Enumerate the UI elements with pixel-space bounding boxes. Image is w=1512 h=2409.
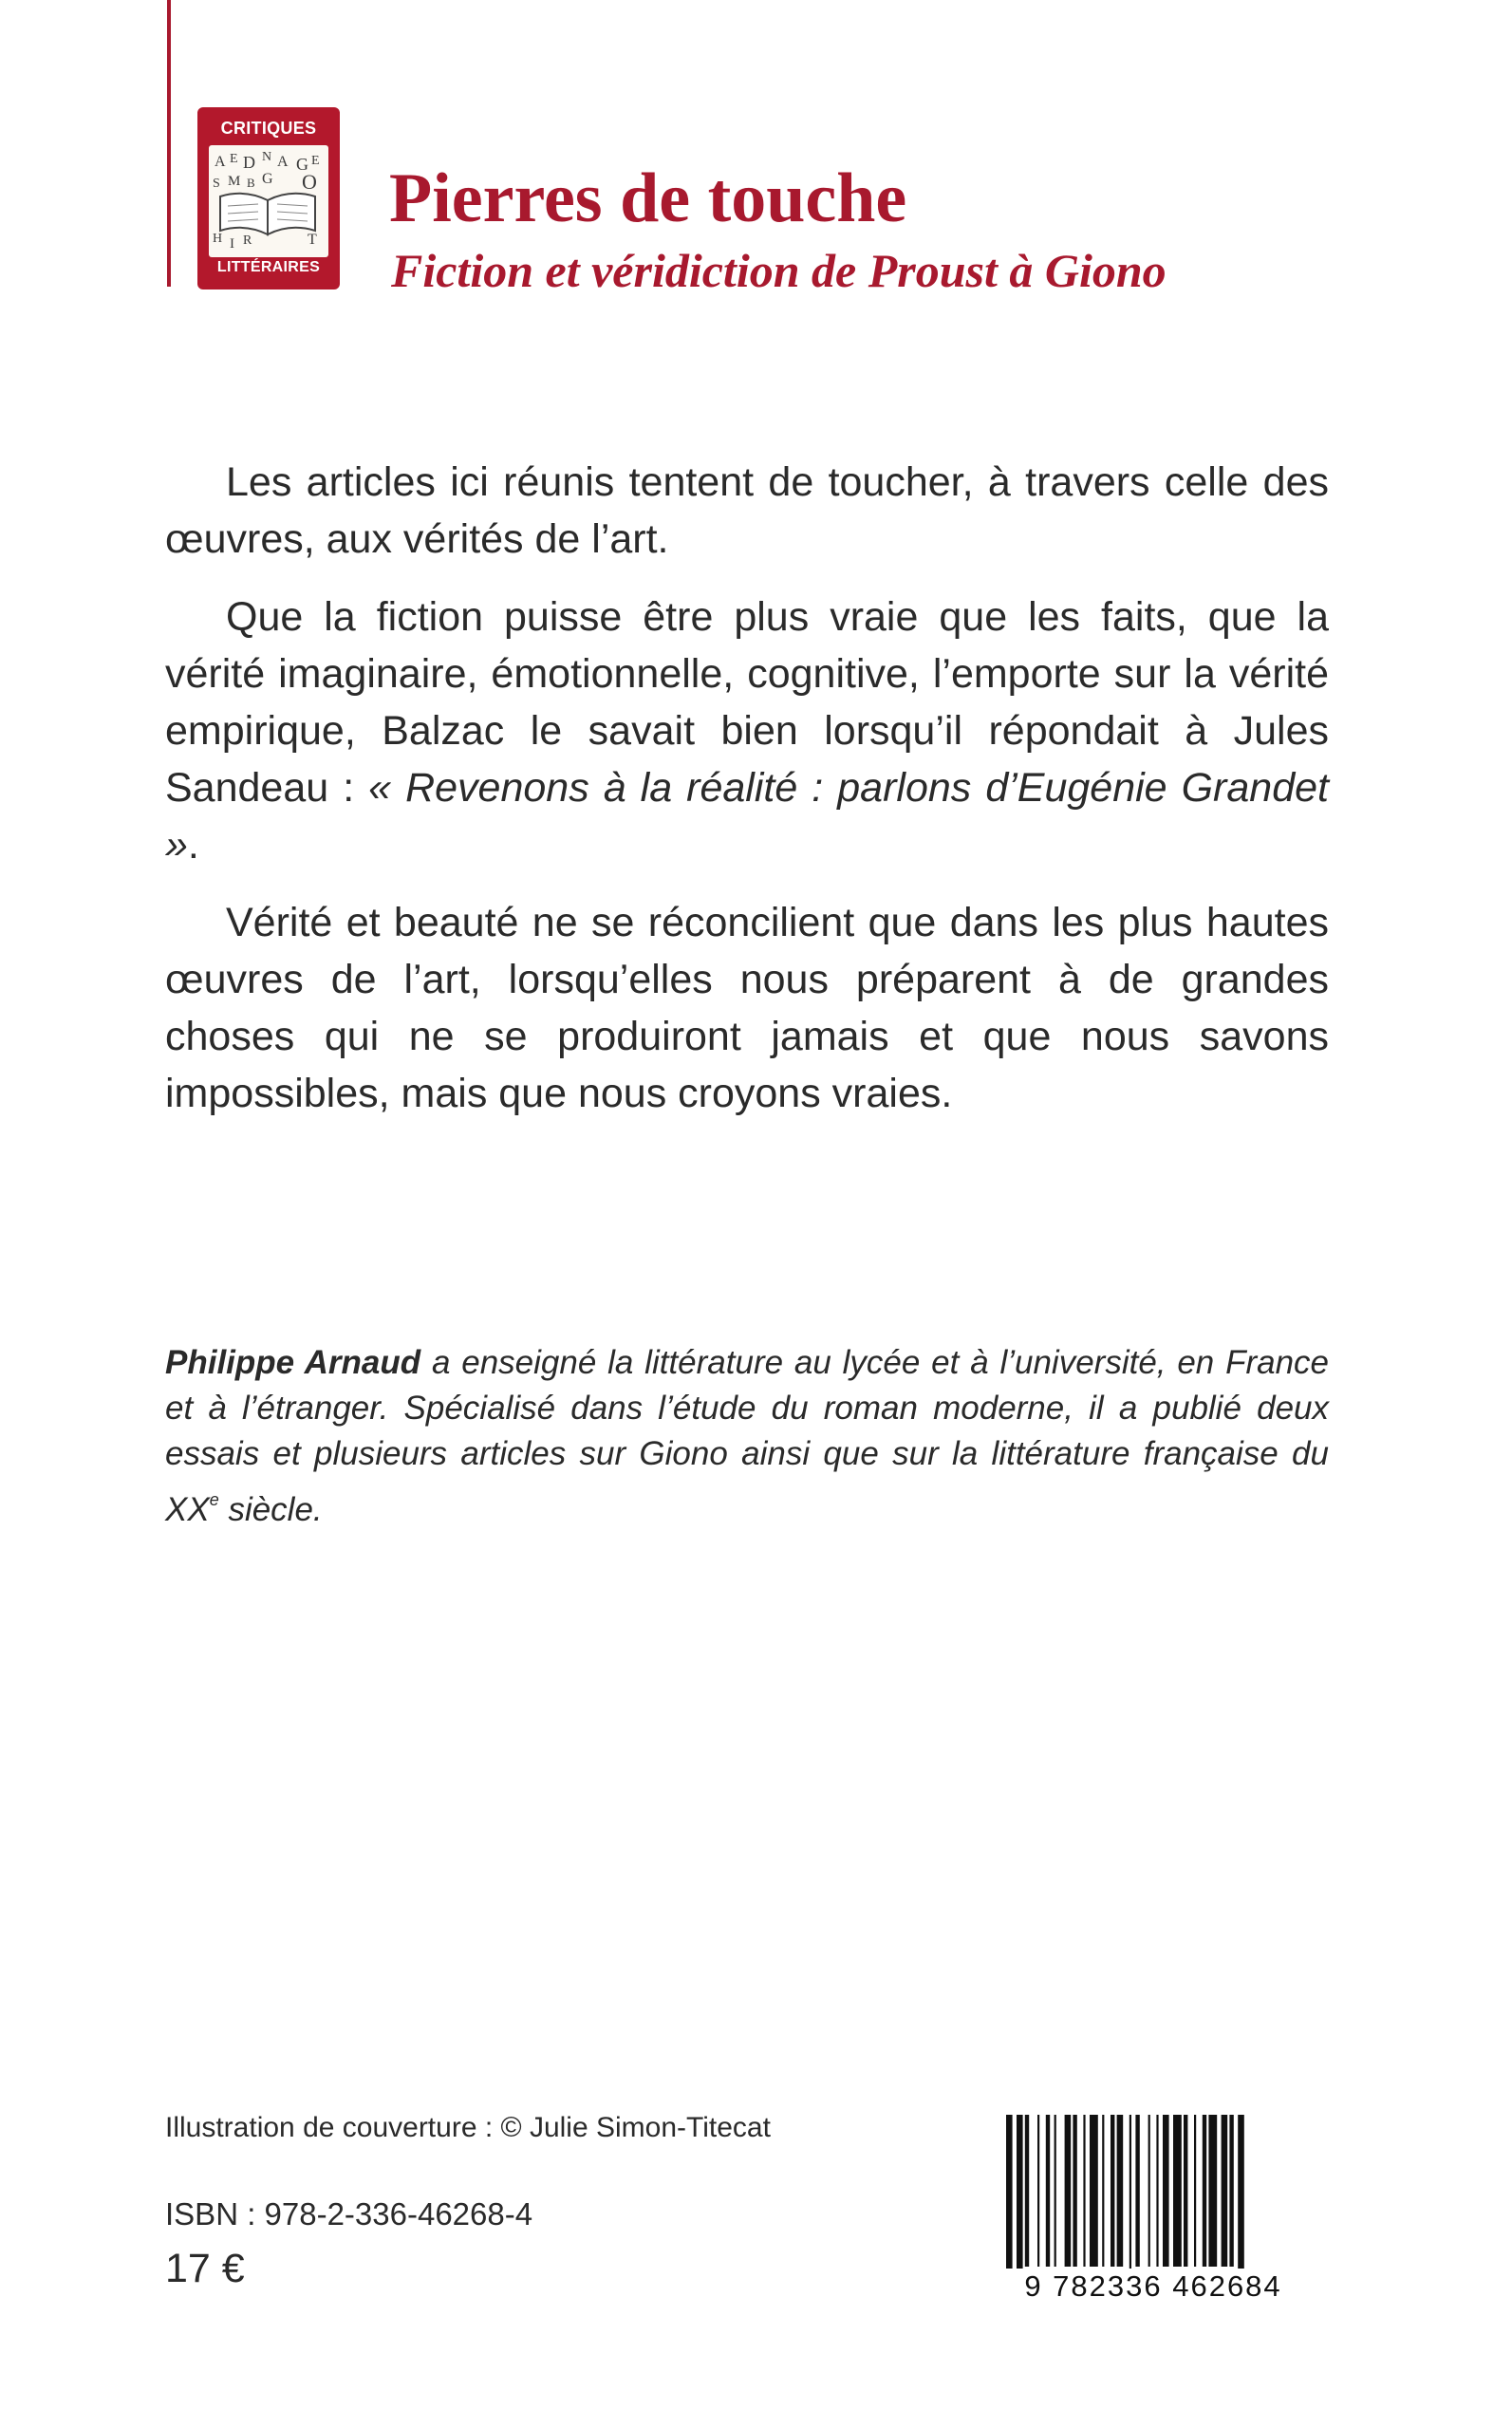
svg-text:E: E	[311, 154, 320, 168]
svg-text:S: S	[213, 177, 220, 191]
svg-text:O: O	[302, 170, 317, 194]
blurb-paragraph-2-text: Que la fiction puisse être plus vraie que les faits, que la vérité imaginaire, émotionnelle, cognitive, l’emporte sur la vérité empirique, Balzac le savait bien lorsqu’il répondait à Jules Sandeau :	[165, 594, 1329, 811]
blurb-paragraph-1: Les articles ici réunis tentent de toucher, à travers celle des œuvres, aux vérités de l’art.	[165, 459, 1329, 562]
series-logo-top-label: CRITIQUES	[220, 119, 317, 138]
blurb-paragraph-2-end: .	[187, 822, 199, 868]
svg-text:B: B	[247, 176, 255, 190]
svg-text:A: A	[277, 154, 289, 170]
book-title: Pierres de touche	[389, 159, 907, 237]
svg-text:H: H	[213, 232, 223, 246]
author-bio-end: siècle.	[218, 1491, 323, 1528]
svg-text:D: D	[243, 153, 255, 172]
isbn: ISBN : 978-2-336-46268-4	[165, 2196, 533, 2232]
cover-illustration-credit: Illustration de couverture : © Julie Simon-Titecat	[165, 2112, 771, 2143]
author-name: Philippe Arnaud	[165, 1344, 421, 1381]
svg-text:A: A	[215, 154, 226, 170]
series-logo-bottom-label: LITTÉRAIRES	[216, 259, 321, 275]
svg-text:I: I	[230, 236, 234, 252]
svg-text:E: E	[230, 152, 238, 166]
svg-text:G: G	[296, 155, 308, 174]
red-vertical-rule	[167, 0, 171, 287]
blurb	[165, 454, 1329, 1143]
blurb-paragraph-3: Vérité et beauté ne se réconcilient que dans les plus hautes œuvres de l’art, lorsqu’elles nous préparent à de grandes choses qui ne se produiront jamais et que nous savons impossibles, mais que nous croyons vraies.	[165, 900, 1329, 1116]
barcode-digits: 9 782336 462684	[985, 2269, 1321, 2305]
open-book-with-letters-icon	[209, 145, 328, 257]
svg-text:T: T	[308, 232, 317, 248]
author-bio-text: a enseigné la littérature au lycée et à l’université, en France et à l’étranger. Spécialisé dans l’étude du roman moderne, il a publié deux essais et plusieurs articles sur Giono ainsi que sur la littérature française du XX	[165, 1344, 1330, 1528]
price: 17 €	[165, 2246, 245, 2291]
svg-text:M: M	[228, 174, 241, 189]
barcode	[985, 2111, 1321, 2305]
svg-text:N: N	[262, 150, 272, 164]
blurb-paragraph-2	[165, 588, 1329, 873]
book-subtitle: Fiction et véridiction de Proust à Giono	[391, 244, 1167, 297]
century-superscript: e	[209, 1490, 219, 1509]
svg-text:R: R	[243, 233, 252, 248]
blurb-quote: « Revenons à la réalité : parlons d’Eugénie Grandet »	[165, 765, 1329, 868]
series-logo	[197, 107, 340, 289]
author-bio	[165, 1340, 1329, 1533]
svg-text:G: G	[262, 171, 273, 187]
